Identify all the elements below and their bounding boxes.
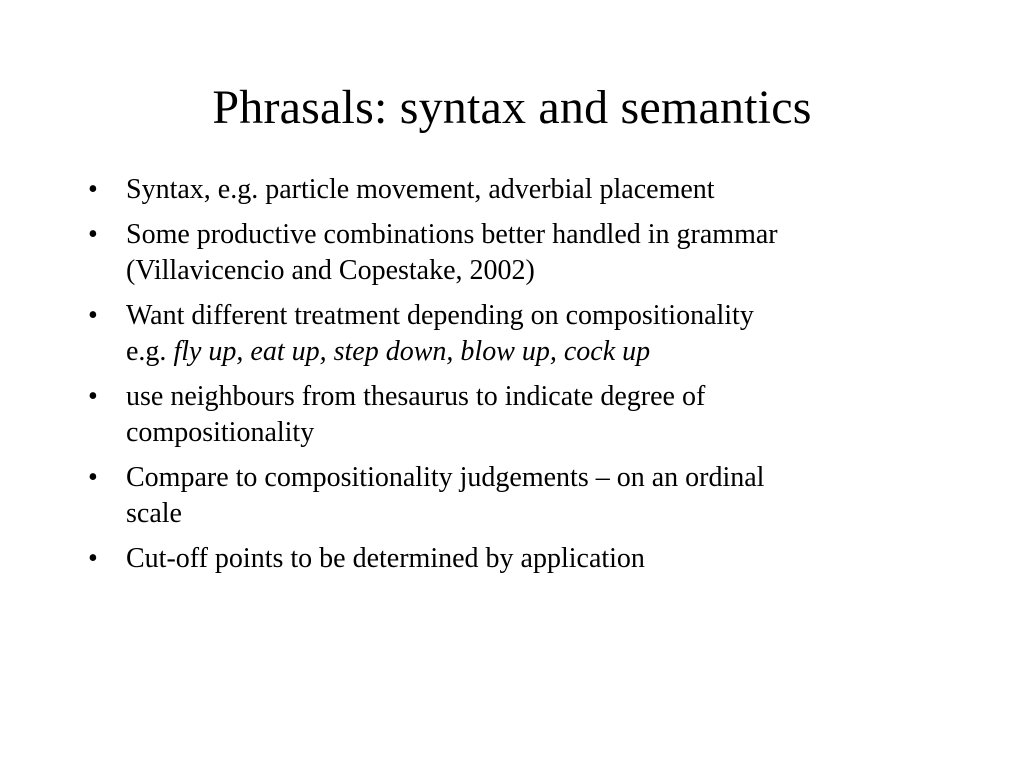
- bullet-item-cut-off-points: [88, 541, 968, 577]
- bullet-icon: •: [88, 174, 98, 205]
- bullet-text-line: use neighbours from thesaurus to indicate degree of: [126, 381, 706, 412]
- bullet-text-line: Cut-off points to be determined by application: [126, 543, 645, 574]
- slide-title: Phrasals: syntax and semantics: [212, 81, 812, 134]
- bullet-item-compare-judgements: [88, 460, 968, 532]
- bullet-text-line: Some productive combinations better handled in grammar: [126, 219, 778, 250]
- bullet-icon: •: [88, 219, 98, 250]
- bullet-item-productive-combinations: [88, 217, 968, 289]
- example-prefix: e.g.: [126, 336, 174, 367]
- example-line: [126, 334, 968, 370]
- bullet-icon: •: [88, 381, 98, 412]
- bullet-icon: •: [88, 300, 98, 331]
- bullet-item-different-treatment: [88, 298, 968, 370]
- bullet-icon: •: [88, 462, 98, 493]
- example-phrases: fly up, eat up, step down, blow up, cock up: [173, 336, 651, 367]
- bullet-text-line: Want different treatment depending on compositionality: [126, 300, 754, 331]
- bullet-item-syntax: [88, 172, 968, 208]
- bullet-text-line: scale: [126, 498, 182, 529]
- bullet-list: [88, 172, 968, 586]
- bullet-item-thesaurus-neighbours: [88, 379, 968, 451]
- citation-text-line: (Villavicencio and Copestake, 2002): [126, 255, 535, 286]
- bullet-icon: •: [88, 543, 98, 574]
- bullet-text-line: Syntax, e.g. particle movement, adverbial placement: [126, 174, 715, 205]
- bullet-text-line: Compare to compositionality judgements – on an ordinal: [126, 462, 765, 493]
- bullet-text-line: compositionality: [126, 417, 315, 448]
